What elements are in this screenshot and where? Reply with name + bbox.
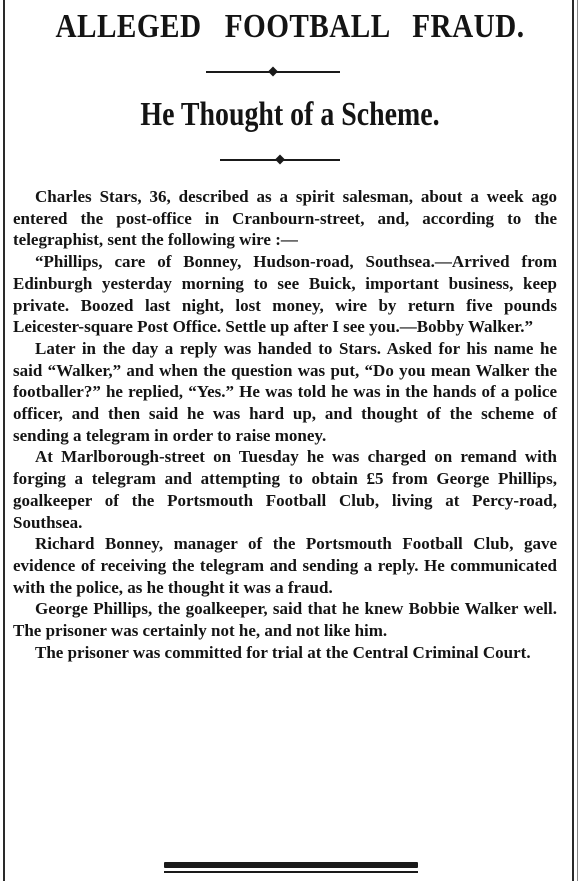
paragraph-6: George Phillips, the goalkeeper, said that he knew Bobbie Walker well. The prisoner was certainly not he, and not like him. — [13, 599, 557, 641]
paragraph-3: Later in the day a reply was handed to Stars. Asked for his name he said “Walker,” and when the question was put, “Do you mean Walker the footballer?” he replied, “Yes.” He was told he was in the hands of a police officer, and then said he was hard up, and thought of the scheme of sending a telegram in order to raise money. — [13, 338, 557, 445]
subheadline-divider — [220, 159, 340, 161]
column-rule-right — [572, 0, 574, 881]
column-rule-left — [3, 0, 5, 881]
paragraph-7: The prisoner was committed for trial at the Central Criminal Court. — [35, 642, 531, 662]
subheadline: He Thought of a Scheme. — [140, 96, 440, 133]
column-rule-right-thin — [577, 0, 578, 881]
article-end-rule — [164, 862, 418, 868]
article-body — [13, 186, 557, 663]
paragraph-5: Richard Bonney, manager of the Portsmouth Football Club, gave evidence of receiving the telegram and sending a reply. He communicated with the police, as he thought it was a fraud. — [13, 534, 557, 597]
paragraph-1: Charles Stars, 36, described as a spirit salesman, about a week ago entered the post-office in Cranbourn-street, and, according to the telegraphist, sent the following wire :— — [13, 187, 557, 250]
paragraph-4: At Marlborough-street on Tuesday he was charged on remand with forging a telegram and attempting to obtain £5 from George Phillips, goalkeeper of the Portsmouth Football Club, living at Percy-road, Southsea. — [13, 447, 557, 532]
article-end-rule-thin — [164, 871, 418, 873]
headline-divider — [206, 71, 340, 73]
paragraph-2: “Phillips, care of Bonney, Hudson-road, Southsea.—Arrived from Edinburgh yesterday morning to see Buick, important business, keep private. Boozed last night, lost money, wire by return five pounds Leicester-square Post Office. Settle up after I see you.—Bobby Walker.” — [13, 252, 557, 337]
headline: ALLEGED FOOTBALL FRAUD. — [55, 8, 525, 45]
